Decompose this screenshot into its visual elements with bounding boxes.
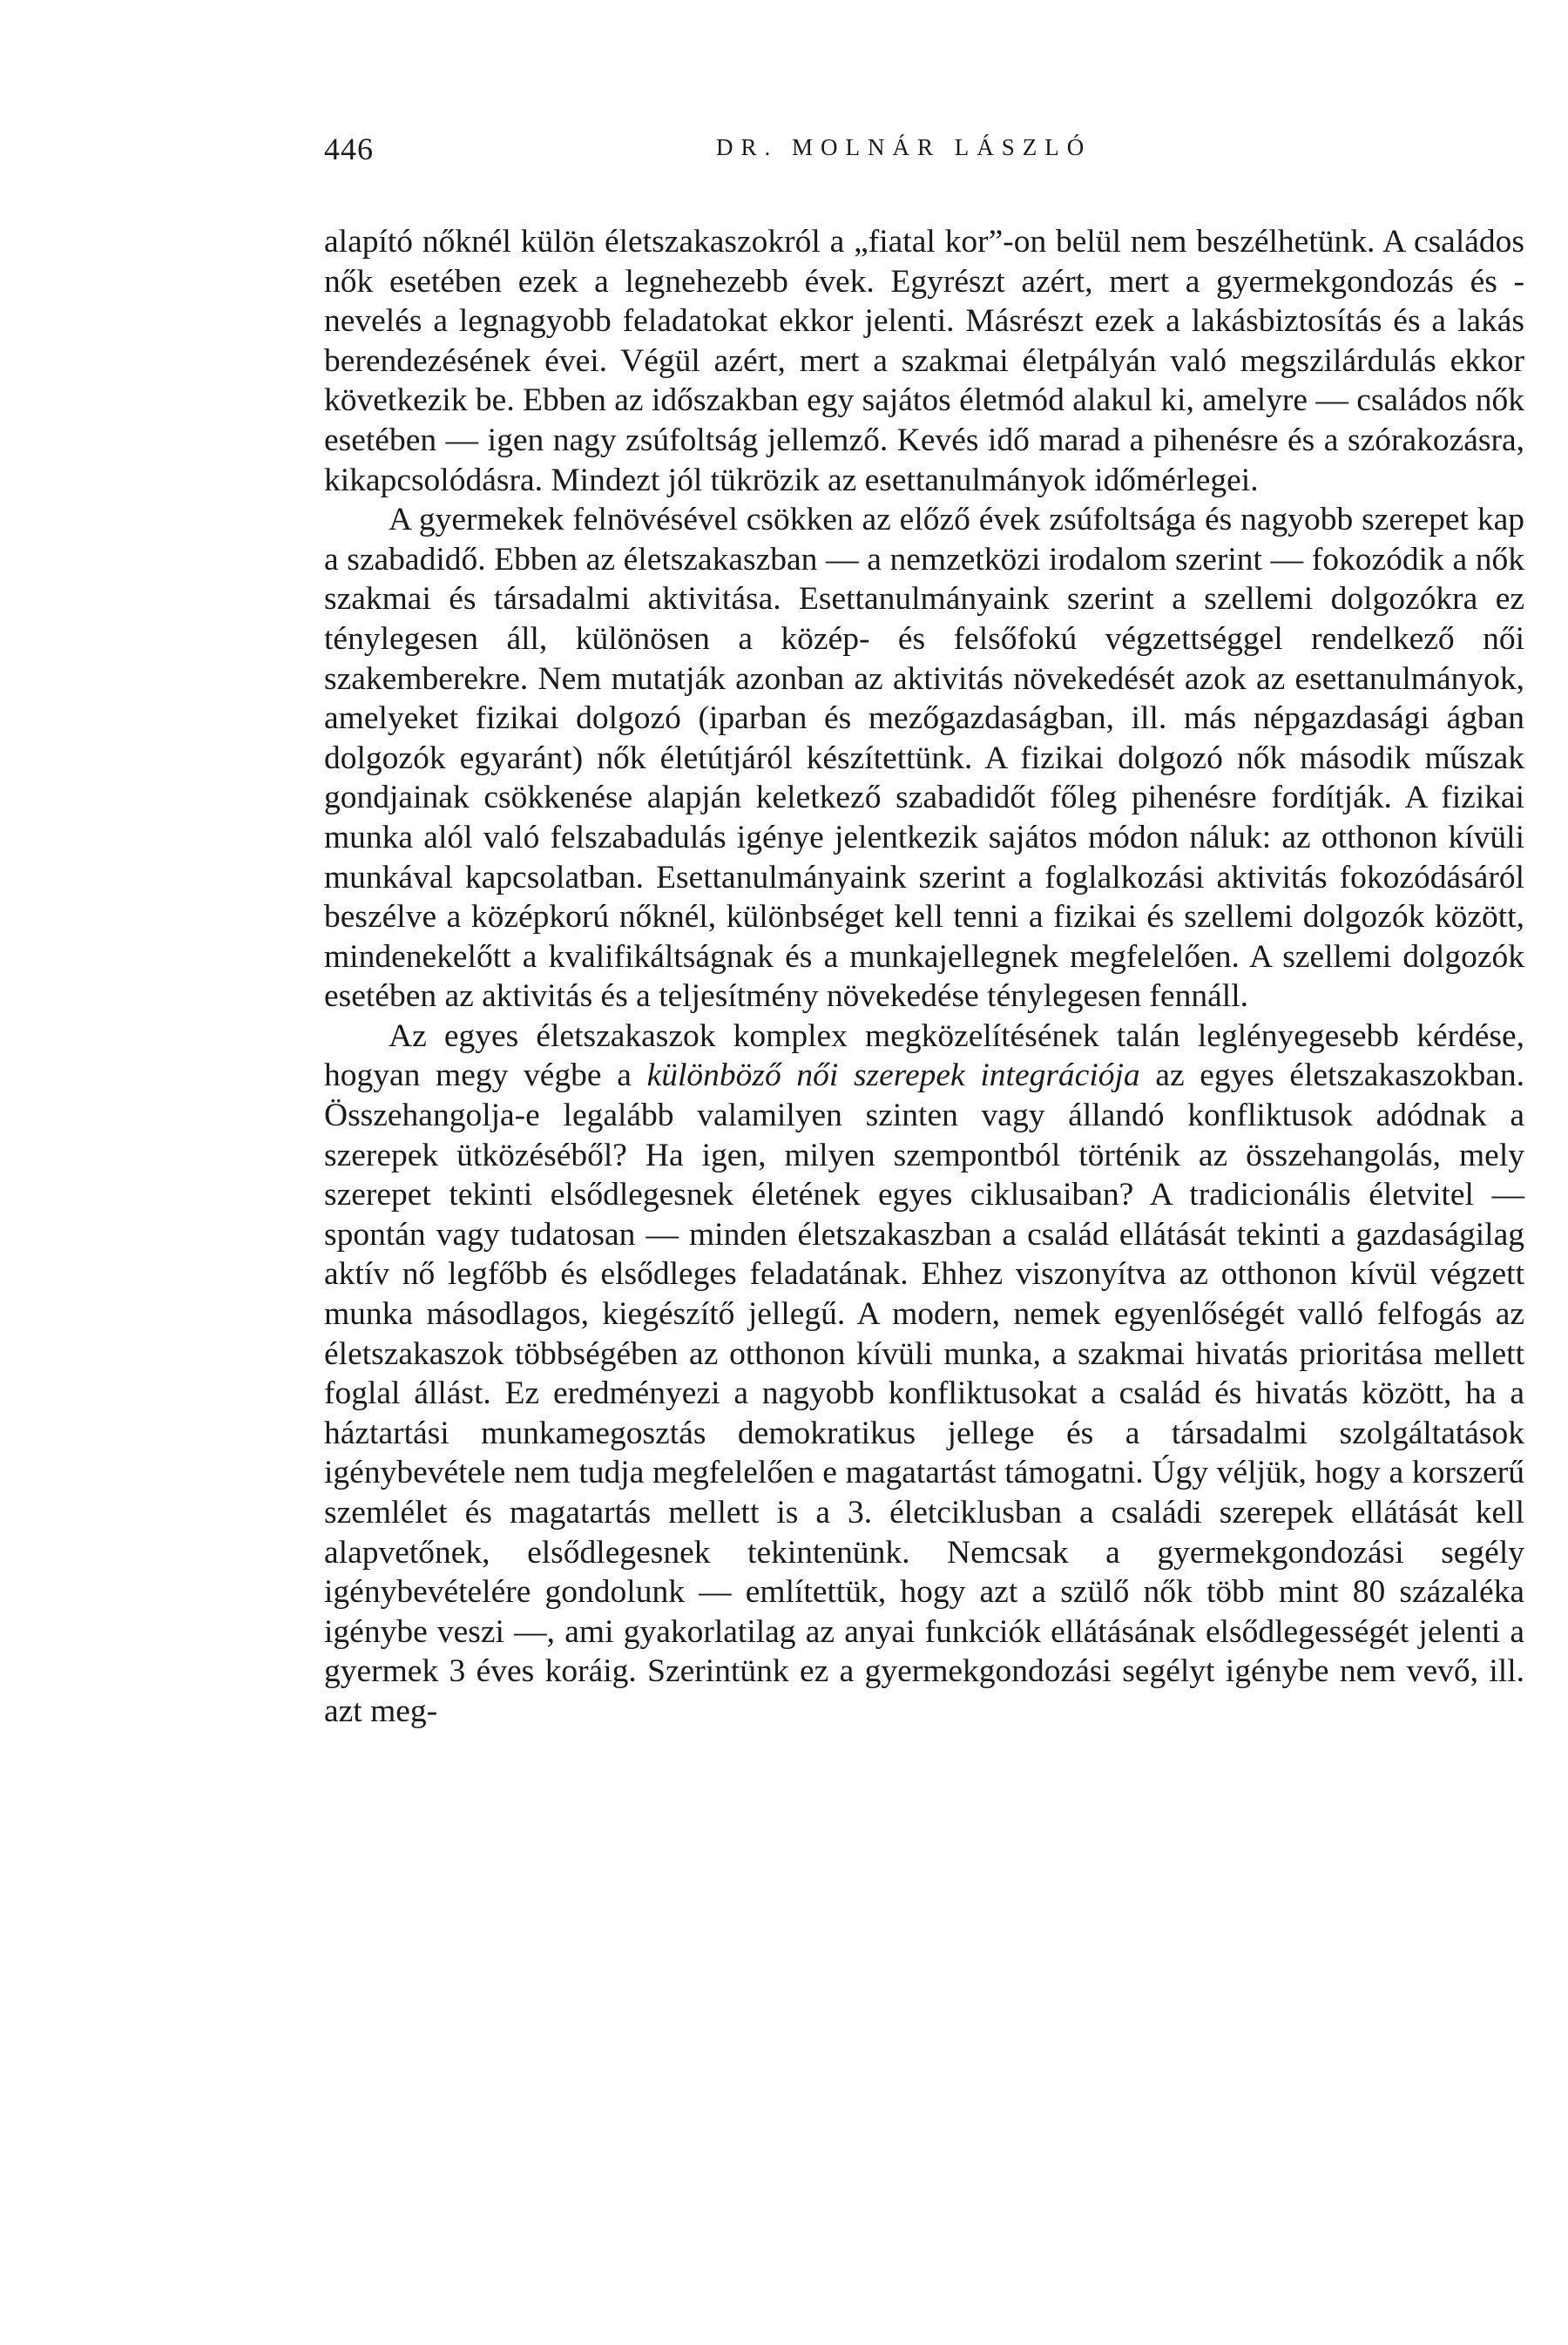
paragraph-3-text-before: Az egyes életszakaszok komplex megközelítésének talán leglényegesebb kérdése, hogyan megy végbe a — [324, 1017, 1524, 1094]
paragraph-1: alapító nőknél külön életszakaszokról a „fiatal kor”-on belül nem beszélhetünk. A családos nők esetében ezek a legnehezebb évek. Egyrészt azért, mert a gyermekgondozás és -nevelés a legnagyobb feladatokat ekkor jelenti. Másrészt ezek a lakásbiztosítás és a lakás berendezésének évei. Végül azért, mert a szakmai életpályán való megszilárdulás ekkor következik be. Ebben az időszakban egy sajátos életmód alakul ki, amelyre — családos nők esetében — igen nagy zsúfoltság jellemző. Kevés idő marad a pihenésre és a szórakozásra, kikapcsolódásra. Mindezt jól tükrözik az esettanulmányok időmérlegei. — [324, 224, 1524, 498]
body-text — [324, 222, 1524, 1732]
paragraph-2: A gyermekek felnövésével csökken az előző évek zsúfoltsága és nagyobb szerepet kap a szabadidő. Ebben az életszakaszban — a nemzetközi irodalom szerint — fokozódik a nők szakmai és társadalmi aktivitása. Esettanulmányaink szerint a szellemi dolgozókra ez ténylegesen áll, különösen a közép- és felsőfokú végzettséggel rendelkező női szakemberekre. Nem mutatják azonban az aktivitás növekedését azok az esettanulmányok, amelyeket fizikai dolgozó (iparban és mezőgazdaságban, ill. más népgazdasági ágban dolgozók egyaránt) nők életútjáról készítettünk. A fizikai dolgozó nők második műszak gondjainak csökkenése alapján keletkező szabadidőt főleg pihenésre fordítják. A fizikai munka alól való felszabadulás igénye jelentkezik sajátos módon náluk: az otthonon kívüli munkával kapcsolatban. Esettanulmányaink szerint a foglalkozási aktivitás fokozódásáról beszélve a középkorú nőknél, különbséget kell tenni a fizikai és szellemi dolgozók között, mindenekelőtt a kvalifikáltságnak és a munkajellegnek megfelelően. A szellemi dolgozók esetében az aktivitás és a teljesítmény növekedése ténylegesen fennáll. — [324, 502, 1524, 1015]
running-head — [324, 131, 1526, 174]
emphasized-phrase: különböző női szerepek integrációja — [646, 1058, 1140, 1094]
paragraph-3 — [324, 1017, 1524, 1732]
running-title: DR. MOLNÁR LÁSZLÓ — [716, 134, 1092, 160]
page-number: 446 — [324, 132, 374, 166]
paragraph-3-text-after: az egyes életszakaszokban. Összehangolja-e legalább valamilyen szinten vagy állandó konfliktusok adódnak a szerepek ütközéséből? Ha igen, milyen szempontból történik az összehangolás, mely szerepet tekinti elsődlegesnek életének egyes ciklusaiban? A tradicionális életvitel — spontán vagy tudatosan — minden életszakaszban a család ellátását tekinti a gazdaságilag aktív nő legfőbb és elsődleges feladatának. Ehhez viszonyítva az otthonon kívül végzett munka másodlagos, kiegészítő jellegű. A modern, nemek egyenlőségét valló felfogás az életszakaszok többségében az otthonon kívüli munka, a szakmai hivatás prioritása mellett foglal állást. Ez eredményezi a nagyobb konfliktusokat a család és hivatás között, ha a háztartási munkamegosztás demokratikus jellege és a társadalmi szolgáltatások igénybevétele nem tudja megfelelően e magatartást támogatni. Úgy véljük, hogy a korszerű szemlélet és magatartás mellett is a 3. életciklusban a családi szerepek ellátását kell alapvetőnek, elsődlegesnek tekintenünk. Nemcsak a gyermekgondozási segély igénybevételére gondolunk — említettük, hogy azt a szülő nők több mint 80 százaléka igénybe veszi —, ami gyakorlatilag az anyai funkciók ellátásának elsődlegességét jelenti a gyermek 3 éves koráig. Szerintünk ez a gyermekgondozási segélyt igénybe nem vevő, ill. azt meg- — [324, 1058, 1524, 1729]
